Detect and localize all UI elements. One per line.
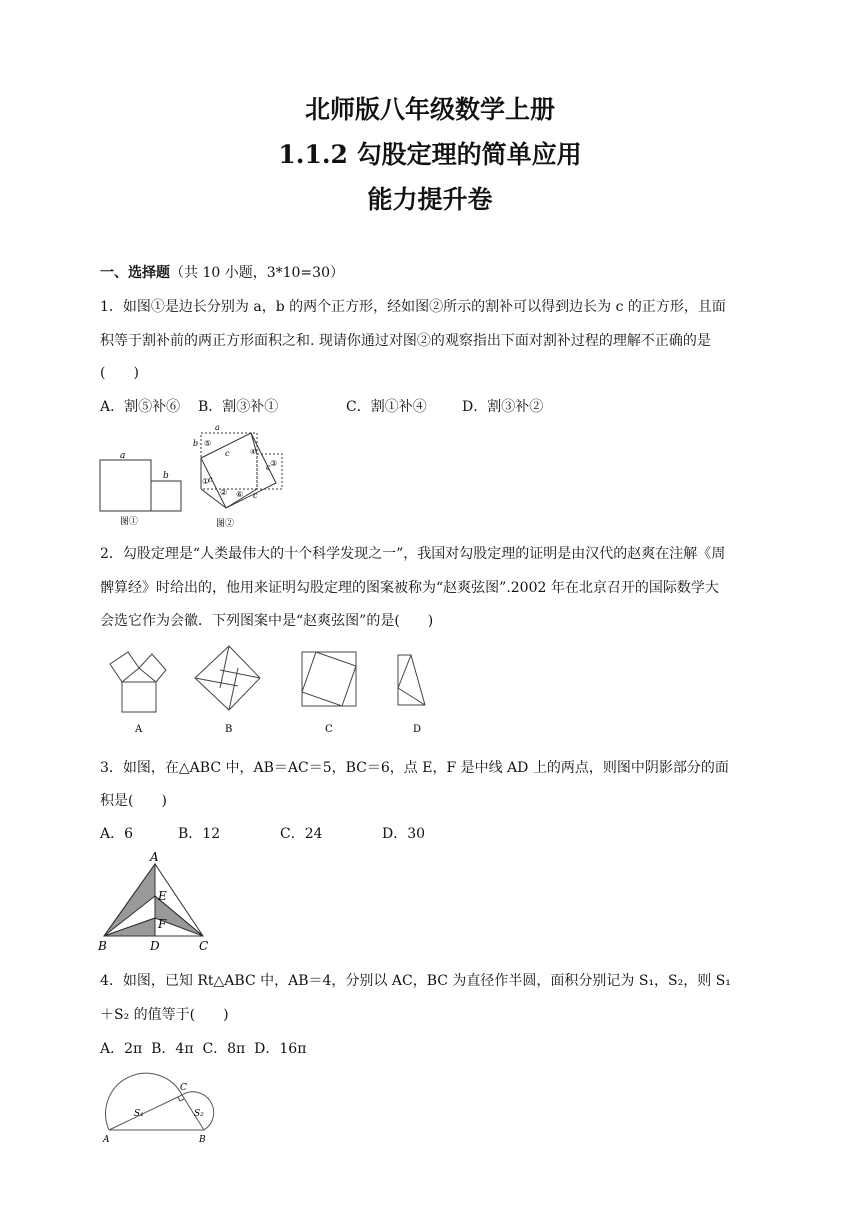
- q2-figure-c: [302, 652, 356, 706]
- q4-options: [100, 1038, 306, 1058]
- q4-figure: [98, 1068, 238, 1148]
- q4-option-d: D．16π: [254, 1041, 307, 1057]
- q3-option-b: B．12: [178, 826, 221, 842]
- q1-text-line2: 积等于割补前的两正方形面积之和. 现请你通过对图②的观察指出下面对割补过程的理解不正确的是: [100, 333, 711, 349]
- q2-figure-a: [110, 652, 166, 712]
- q1-option-d: D．割③补②: [462, 399, 544, 415]
- q4-label-c: C: [180, 1083, 187, 1093]
- q1-fig-caption2: 图②: [216, 519, 235, 529]
- q1-square-a: [100, 460, 151, 511]
- q4-label-s1: S₁: [134, 1109, 144, 1119]
- q1-fig-c3: c: [208, 475, 213, 484]
- q4-option-b: B．4π: [151, 1041, 194, 1057]
- q4-label-a: A: [103, 1135, 110, 1145]
- q2-text-line3: 会选它作为会徽．下列图案中是“赵爽弦图”的是( ): [100, 613, 434, 629]
- q2-figure-d: [398, 655, 425, 705]
- q4-label-s2: S₂: [194, 1109, 204, 1119]
- q4-text-line2: ＋S₂ 的值等于( ): [100, 1007, 229, 1023]
- section-note: （共 10 小题，3*10=30）: [170, 265, 344, 281]
- q1-fig-c1: c: [225, 449, 230, 458]
- q1-fig-c2: c: [266, 463, 271, 472]
- q4-option-a: A．2π: [100, 1041, 143, 1057]
- q1-square-b: [151, 481, 181, 511]
- q3-option-a: A．6: [100, 826, 134, 842]
- q2-figure-b: [195, 646, 260, 710]
- q3-option-d: D．30: [382, 826, 426, 842]
- q4-option-c: C．8π: [202, 1041, 246, 1057]
- q2-figure: [95, 640, 455, 740]
- q3-label-d: D: [150, 939, 160, 953]
- q1-fig-n6: ⑥: [236, 490, 244, 499]
- q1-fig-n4: ④: [250, 448, 257, 456]
- q1-text-line3: ( ): [100, 365, 139, 381]
- q1-fig-caption1: 图①: [120, 517, 139, 527]
- doc-tag: 能力提升卷: [367, 185, 493, 214]
- q1-fig-n1: ①: [202, 477, 210, 486]
- q3-label-a: A: [150, 850, 159, 864]
- q3-label-f: F: [158, 917, 167, 931]
- q2-label-c: C: [325, 724, 333, 735]
- q2-text-line2: 髀算经》时给出的，他用来证明勾股定理的图案被称为“赵爽弦图”.2002 年在北京召开的国际数学大: [100, 580, 719, 596]
- q1-fig-c4: c: [253, 491, 258, 500]
- q1-fig-label-b: b: [163, 471, 169, 481]
- q2-text-line1: 2．勾股定理是“人类最伟大的十个科学发现之一”，我国对勾股定理的证明是由汉代的赵爽在注解《周: [100, 546, 726, 562]
- q1-fig-n2: ②: [220, 488, 228, 497]
- q1-option-c: C．割①补④: [346, 399, 427, 415]
- q4-text-line1: 4．如图，已知 Rt△ABC 中，AB＝4，分别以 AC，BC 为直径作半圆，面积分别记为 S₁，S₂，则 S₁: [100, 973, 731, 989]
- section-heading: [100, 262, 344, 282]
- q1-fig-label-a: a: [120, 451, 126, 461]
- q1-figure: [90, 418, 300, 530]
- q1-fig-n3: ③: [270, 459, 278, 468]
- q3-text-line2: 积是( ): [100, 793, 167, 809]
- q3-label-b: B: [98, 939, 107, 953]
- q1-option-b: B．割③补①: [198, 399, 279, 415]
- q1-text-line1: 1．如图①是边长分别为 a，b 的两个正方形，经如图②所示的割补可以得到边长为 c 的正方形，且面: [100, 299, 726, 315]
- q3-figure: [95, 848, 220, 960]
- doc-subtitle: 1.1.2 勾股定理的简单应用: [278, 140, 582, 169]
- q3-label-e: E: [158, 889, 167, 903]
- q3-option-c: C．24: [280, 826, 323, 842]
- q2-label-d: D: [413, 724, 422, 735]
- q1-option-a: A．割⑤补⑥: [100, 399, 181, 415]
- q1-fig-n5: ⑤: [204, 439, 212, 448]
- q2-label-a: A: [135, 724, 143, 735]
- q4-label-b: B: [199, 1135, 206, 1145]
- q3-label-c: C: [199, 939, 209, 953]
- q2-label-b: B: [225, 724, 233, 735]
- q3-text-line1: 3．如图，在△ABC 中，AB＝AC＝5，BC＝6，点 E，F 是中线 AD 上的两点，则图中阴影部分的面: [100, 760, 729, 776]
- doc-title: 北师版八年级数学上册: [304, 95, 555, 124]
- section-title: 一、选择题: [100, 265, 170, 281]
- q1-fig-label-a2: a: [215, 423, 220, 432]
- q1-fig-label-b2: b: [193, 439, 199, 448]
